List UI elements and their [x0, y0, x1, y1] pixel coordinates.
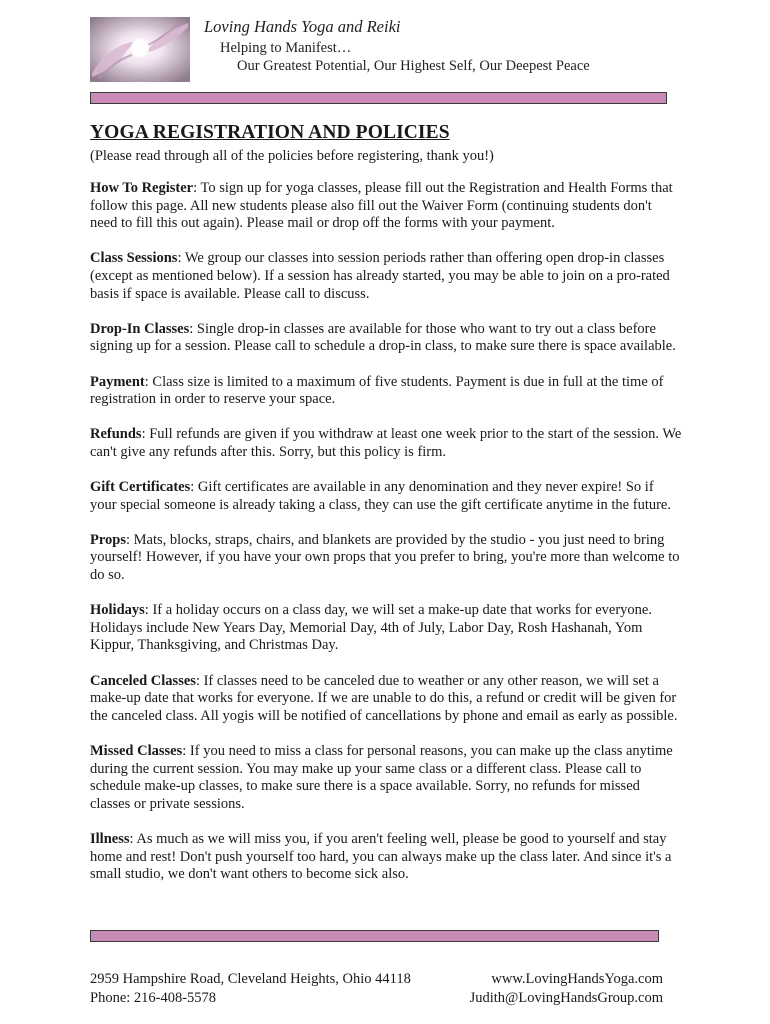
policy-canceled-classes: Canceled Classes: If classes need to be canceled due to weather or any other reason, we will set a make-up date that works for everyone. If we are unable to do this, a refund or credit will be given for the canceled class. All yogis will be notified of cancellations by phone and email as early as possible.: [90, 672, 678, 724]
policy-gift-certificates: Gift Certificates: Gift certificates are available in any denomination and they never expire! So if your special someone is already taking a class, they can use the gift certificate anytime in the future.: [90, 479, 671, 513]
hands-logo-image: [90, 17, 190, 82]
policy-text: To sign up for yoga classes, please fill out the Registration and Health Forms that follow this page. All new students please also fill out the Waiver Form (continuing students don't need to fill this out again). Please mail or drop off the forms with your payment.: [90, 180, 673, 232]
footer-address: 2959 Hampshire Road, Cleveland Heights, Ohio 44118: [90, 971, 411, 987]
policy-list: [90, 180, 682, 901]
policy-holidays: Holidays: If a holiday occurs on a class day, we will set a make-up date that works for everyone. Holidays include New Years Day, Memorial Day, 4th of July, Labor Day, Rosh Hashanah, Yom Kippur, Thanksgiving, and Christmas Day.: [90, 602, 652, 654]
policy-illness: Illness: As much as we will miss you, if you aren't feeling well, please be good to yourself and stay home and rest! Don't push yourself too hard, you can always make up the class later. And since it's a small studio, we don't want others to become sick also.: [90, 830, 672, 883]
header-divider-bar: [90, 92, 667, 104]
policy-heading: How To Register: [90, 180, 194, 196]
footer-email: Judith@LovingHandsGroup.com: [469, 990, 663, 1006]
policy-heading: Canceled Classes: [90, 672, 196, 689]
page-subtitle: (Please read through all of the policies before registering, thank you!): [90, 148, 494, 164]
policy-heading: Illness: [90, 830, 130, 847]
policy-text: If a holiday occurs on a class day, we will set a make-up date that works for everyone. Holidays include New Years Day, Memorial Day, 4th of July, Labor Day, Rosh Hashanah, Yom Kippur, Thanksgiving, and Christmas Day.: [90, 602, 652, 654]
footer-contact-right: [470, 970, 663, 1008]
policy-missed-classes: Missed Classes: If you need to miss a class for personal reasons, you can make up the class anytime during the current session. You may make up your same class or a different class. Please call to schedule make-up classes, to make sure there is a space available. Sorry, no refunds for missed classes or private sessions.: [90, 743, 673, 812]
hands-logo-icon: [90, 17, 190, 82]
brand-name: Loving Hands Yoga and Reiki: [204, 17, 401, 36]
page-title: YOGA REGISTRATION AND POLICIES: [90, 122, 450, 143]
policy-text: Class size is limited to a maximum of five students. Payment is due in full at the time of registration in order to reserve your space.: [90, 373, 664, 408]
policy-props: Props: Mats, blocks, straps, chairs, and blankets are provided by the studio - you just need to bring yourself! However, if you have your own props that you prefer to bring, you're more than welcome to do so.: [90, 531, 680, 584]
policy-heading: Props: [90, 531, 126, 548]
policy-text: Single drop-in classes are available for those who want to try out a class before signing up for a session. Please call to schedule a drop-in class, to make sure there is space available.: [90, 320, 676, 355]
footer-contact-left: [90, 970, 411, 1008]
policy-text: We group our classes into session periods rather than offering open drop-in classes (except as mentioned below). If a session has already started, you may be able to join on a pro-rated basis if space is available. Please call to discuss.: [90, 250, 670, 302]
policy-heading: Refunds: [90, 426, 142, 443]
policy-drop-in-classes: Drop-In Classes: Single drop-in classes are available for those who want to try out a class before signing up for a session. Please call to schedule a drop-in class, to make sure there is space available.: [90, 320, 676, 355]
tagline-line-2: Our Greatest Potential, Our Highest Self, Our Deepest Peace: [237, 58, 590, 74]
policy-heading: Payment: [90, 373, 145, 390]
tagline-line-1: Helping to Manifest…: [220, 40, 352, 56]
policy-text: As much as we will miss you, if you aren't feeling well, please be good to yourself and stay home and rest! Don't push yourself too hard, you can always make up the class later. And since it's a small studio, we don't want others to become sick also.: [90, 830, 672, 883]
policy-text: If you need to miss a class for personal reasons, you can make up the class anytime during the current session. You may make up your same class or a different class. Please call to schedule make-up classes, to make sure there is a space available. Sorry, no refunds for missed classes or private sessions.: [90, 743, 673, 812]
policy-text: If classes need to be canceled due to weather or any other reason, we will set a make-up date that works for everyone. If we are unable to do this, a refund or credit will be given for the canceled class. All yogis will be notified of cancellations by phone and email as early as possible.: [90, 672, 678, 724]
policy-text: Gift certificates are available in any denomination and they never expire! So if your special someone is already taking a class, they can use the gift certificate anytime in the future.: [90, 479, 671, 513]
policy-class-sessions: Class Sessions: We group our classes into session periods rather than offering open drop-in classes (except as mentioned below). If a session has already started, you may be able to join on a pro-rated basis if space is available. Please call to discuss.: [90, 250, 670, 302]
policy-payment: Payment: Class size is limited to a maximum of five students. Payment is due in full at the time of registration in order to reserve your space.: [90, 373, 664, 408]
footer-website: www.LovingHandsYoga.com: [491, 971, 663, 987]
policy-how-to-register: How To Register: To sign up for yoga classes, please fill out the Registration and Health Forms that follow this page. All new students please also fill out the Waiver Form (continuing students don't need to fill this out again). Please mail or drop off the forms with your payment.: [90, 180, 673, 232]
policy-heading: Gift Certificates: [90, 479, 191, 496]
policy-text: Full refunds are given if you withdraw at least one week prior to the start of the session. We can't give any refunds after this. Sorry, but this policy is firm.: [90, 426, 682, 460]
footer-phone: Phone: 216-408-5578: [90, 990, 217, 1006]
policy-heading: Class Sessions: [90, 250, 178, 267]
policy-refunds: Refunds: Full refunds are given if you withdraw at least one week prior to the start of the session. We can't give any refunds after this. Sorry, but this policy is firm.: [90, 426, 682, 460]
policy-heading: Holidays: [90, 602, 145, 619]
policy-text: Mats, blocks, straps, chairs, and blankets are provided by the studio - you just need to bring yourself! However, if you have your own props that you prefer to bring, you're more than welcome to do so.: [90, 531, 680, 584]
footer-divider-bar: [90, 930, 659, 942]
policy-heading: Missed Classes: [90, 743, 183, 759]
policy-heading: Drop-In Classes: [90, 320, 190, 337]
